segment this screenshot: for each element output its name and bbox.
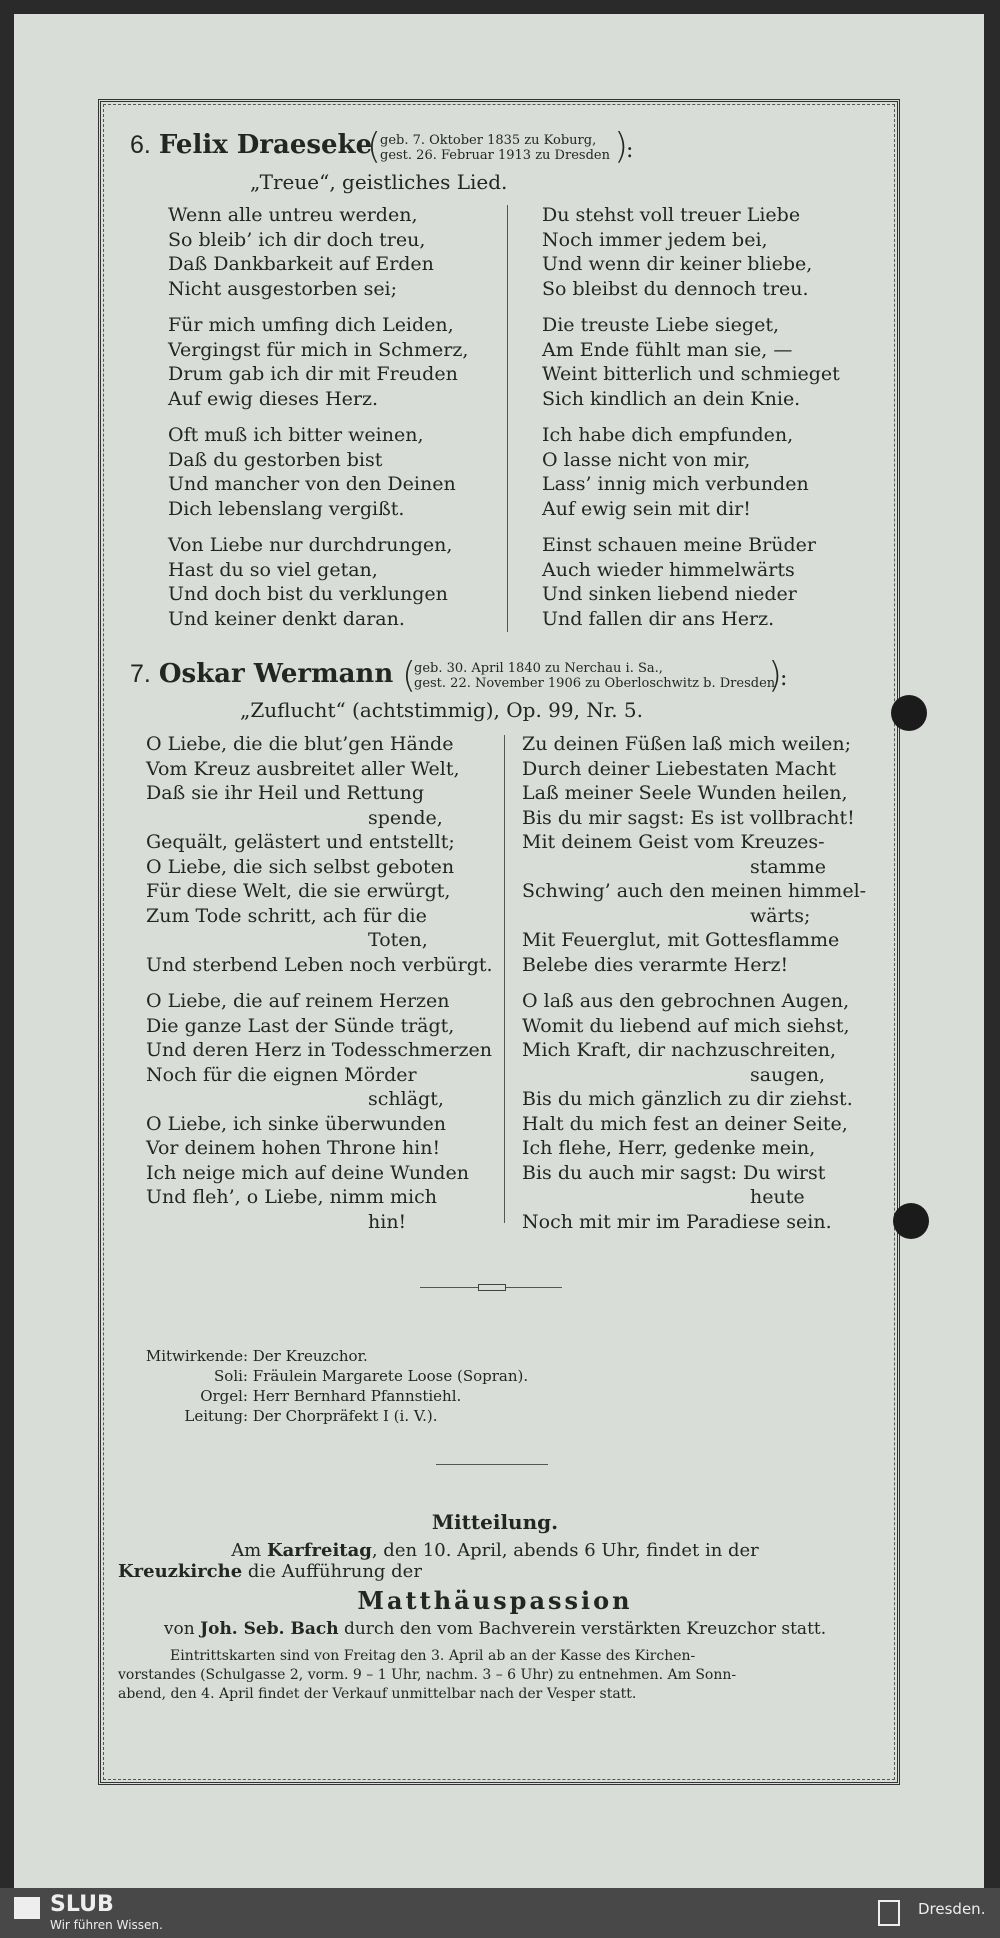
poem-line: Vom Kreuz ausbreitet aller Welt,: [146, 757, 460, 780]
notice-line: [110, 1561, 880, 1582]
poem-line: Noch immer jedem bei,: [542, 228, 768, 251]
brand-name: SLUB: [50, 1892, 114, 1917]
ornament-center: [478, 1284, 506, 1291]
poem-line: O Liebe, die sich selbst geboten: [146, 855, 455, 878]
stanza-gap: [522, 977, 866, 989]
short-rule: [436, 1464, 548, 1465]
poem-line: O Liebe, die auf reinem Herzen: [146, 990, 450, 1012]
work-title: Matthäuspassion: [357, 1586, 633, 1615]
text: Am: [231, 1540, 267, 1561]
poem-line: Für diese Welt, die sie erwürgt,: [146, 880, 451, 902]
poem-line: heute: [750, 1186, 805, 1208]
slub-logo-icon: [14, 1897, 40, 1919]
poem-line: O Liebe, ich sinke überwunden: [146, 1112, 447, 1135]
poem-line: Daß Dankbarkeit auf Erden: [168, 253, 434, 275]
poem-line: Auch wieder himmelwärts: [542, 558, 795, 581]
text: , den 10. April, abends 6 Uhr, findet in der: [371, 1540, 759, 1561]
poem-line: Und sterbend Leben noch verbürgt.: [146, 953, 493, 976]
credit-label: Leitung:: [184, 1407, 248, 1425]
poem-line: Und wenn dir keiner bliebe,: [542, 253, 813, 275]
city-crest-icon: [878, 1900, 900, 1926]
poem-line: Du stehst voll treuer Liebe: [542, 204, 801, 226]
ticket-info: [110, 1647, 880, 1704]
poem-line: Weint bitterlich und schmieget: [542, 363, 840, 385]
poem-line: wärts;: [750, 904, 811, 927]
stanza-gap: [146, 977, 493, 989]
poem-line: Und keiner denkt daran.: [168, 607, 405, 630]
poem-line: Daß du gestorben bist: [168, 448, 383, 471]
poem-line: saugen,: [750, 1063, 825, 1086]
notice-heading: Mitteilung.: [431, 1510, 559, 1534]
poem-line: Belebe dies verarmte Herz!: [522, 953, 789, 976]
poem-line: Ich habe dich empfunden,: [542, 424, 794, 446]
poem-line: So bleib’ ich dir doch treu,: [168, 228, 426, 251]
poem-line: Dich lebenslang vergißt.: [168, 497, 405, 520]
poem-line: Lass’ innig mich verbunden: [542, 473, 809, 495]
poem-line: hin!: [368, 1210, 407, 1233]
poem-line: Drum gab ich dir mit Freuden: [168, 363, 458, 385]
credit-row: [80, 1346, 528, 1366]
venue: Kreuzkirche: [118, 1561, 243, 1582]
poem-line: O lasse nicht von mir,: [542, 448, 751, 471]
credit-row: [80, 1386, 528, 1406]
stanza-gap: [168, 521, 468, 533]
poem-line: spende,: [368, 806, 443, 829]
poem-line: Auf ewig sein mit dir!: [542, 497, 751, 520]
credit-value: Der Chorpräfekt I (i. V.).: [252, 1407, 438, 1425]
column-divider: [507, 205, 508, 632]
stanza-gap: [542, 521, 840, 533]
poem-line: Zum Tode schritt, ach für die: [146, 904, 427, 927]
section6-poem-right: [542, 203, 840, 631]
section6-heading: [130, 130, 372, 160]
composer-name: Joh. Seb. Bach: [200, 1619, 339, 1639]
poem-line: Mit deinem Geist vom Kreuzes-: [522, 831, 825, 853]
ticket-line: Eintrittskarten sind von Freitag den 3. April ab an der Kasse des Kirchen-: [170, 1648, 696, 1664]
section6-number: 6.: [130, 131, 151, 159]
poem-line: Die ganze Last der Sünde trägt,: [146, 1014, 455, 1037]
poem-line: Bis du auch mir sagst: Du wirst: [522, 1161, 826, 1184]
poem-line: Am Ende fühlt man sie, —: [542, 338, 793, 361]
notice-line: [110, 1619, 880, 1639]
stanza-gap: [542, 411, 840, 423]
poem-line: Vergingst für mich in Schmerz,: [168, 338, 469, 361]
death-line: gest. 26. Februar 1913 zu Dresden: [380, 148, 610, 163]
poem-line: Und fallen dir ans Herz.: [542, 607, 775, 630]
poem-line: Mich Kraft, dir nachzuschreiten,: [522, 1039, 837, 1061]
credit-label: Orgel:: [200, 1387, 248, 1405]
notice-line: [110, 1540, 880, 1561]
library-footer: [0, 1888, 1000, 1938]
section7-life-dates: [414, 661, 775, 691]
section7-poem-right: [522, 732, 866, 1234]
brand-tagline: Wir führen Wissen.: [50, 1918, 163, 1932]
event-day: Karfreitag: [266, 1540, 372, 1561]
city-name: Dresden.: [918, 1900, 986, 1918]
section7-number: 7.: [130, 660, 151, 688]
ticket-line: vorstandes (Schulgasse 2, vorm. 9 – 1 Uhr, nachm. 3 – 6 Uhr) zu entnehmen. Am Sonn-: [118, 1667, 737, 1683]
birth-line: geb. 7. Oktober 1835 zu Koburg,: [380, 133, 597, 148]
poem-line: Ich flehe, Herr, gedenke mein,: [522, 1137, 816, 1159]
poem-line: Und fleh’, o Liebe, nimm mich: [146, 1186, 437, 1208]
section6-life-dates: [380, 133, 610, 163]
poem-line: Bis du mir sagst: Es ist vollbracht!: [522, 806, 855, 829]
credit-value: Fräulein Margarete Loose (Sopran).: [252, 1367, 529, 1385]
text: durch den vom Bachverein verstärkten Kreuzchor statt.: [338, 1619, 827, 1639]
stanza-gap: [168, 301, 468, 313]
poem-line: Und doch bist du verklungen: [168, 583, 448, 605]
poem-line: Toten,: [368, 929, 428, 951]
poem-line: Womit du liebend auf mich siehst,: [522, 1014, 850, 1037]
poem-line: stamme: [750, 855, 826, 878]
poem-line: O Liebe, die die blut’gen Hände: [146, 733, 454, 755]
poem-line: Laß meiner Seele Wunden heilen,: [522, 782, 848, 804]
poem-line: Gequält, gelästert und entstellt;: [146, 831, 455, 853]
poem-line: Vor deinem hohen Throne hin!: [146, 1137, 441, 1159]
column-divider: [504, 735, 505, 1223]
notice-block: [110, 1510, 880, 1704]
credit-value: Herr Bernhard Pfannstiehl.: [252, 1387, 462, 1405]
poem-line: Sich kindlich an dein Knie.: [542, 387, 801, 410]
poem-line: Zu deinen Füßen laß mich weilen;: [522, 733, 852, 755]
poem-line: Schwing’ auch den meinen himmel-: [522, 880, 867, 902]
poem-line: Ich neige mich auf deine Wunden: [146, 1161, 469, 1184]
paren-open: (: [402, 655, 417, 696]
poem-line: Nicht ausgestorben sei;: [168, 277, 398, 300]
poem-line: So bleibst du dennoch treu.: [542, 277, 809, 300]
poem-line: Einst schauen meine Brüder: [542, 534, 816, 556]
section6-work-title: „Treue“, geistliches Lied.: [250, 170, 508, 194]
poem-line: Für mich umfing dich Leiden,: [168, 314, 454, 336]
paren-close: ): [614, 126, 629, 167]
punch-hole: [891, 695, 927, 731]
ticket-line: abend, den 4. April findet der Verkauf unmittelbar nach der Vesper statt.: [118, 1686, 637, 1702]
credit-row: [80, 1406, 528, 1426]
poem-line: schlägt,: [368, 1088, 444, 1110]
poem-line: Halt du mich fest an deiner Seite,: [522, 1112, 848, 1135]
poem-line: Durch deiner Liebestaten Macht: [522, 757, 837, 780]
stanza-gap: [542, 301, 840, 313]
credit-value: Der Kreuzchor.: [252, 1347, 368, 1365]
credit-row: [80, 1366, 528, 1386]
poem-line: Und deren Herz in Todesschmerzen: [146, 1039, 493, 1061]
text: die Aufführung der: [242, 1561, 422, 1582]
section7-colon: :: [780, 666, 788, 691]
poem-line: Und sinken liebend nieder: [542, 583, 797, 605]
poem-line: Wenn alle untreu werden,: [168, 204, 418, 226]
section6-poem-left: [168, 203, 468, 631]
poem-line: Bis du mich gänzlich zu dir ziehst.: [522, 1088, 853, 1110]
poem-line: Noch mit mir im Paradiese sein.: [522, 1210, 832, 1233]
section7-composer: Oskar Wermann: [158, 659, 394, 689]
poem-line: Oft muß ich bitter weinen,: [168, 424, 424, 446]
poem-line: Hast du so viel getan,: [168, 558, 378, 581]
punch-hole: [893, 1203, 929, 1239]
poem-line: Die treuste Liebe sieget,: [542, 314, 779, 336]
paren-open: (: [367, 126, 382, 167]
section6-composer: Felix Draeseke: [158, 130, 373, 160]
performers-list: [80, 1346, 528, 1426]
poem-line: Daß sie ihr Heil und Rettung: [146, 782, 424, 804]
poem-line: Und mancher von den Deinen: [168, 473, 456, 495]
death-line: gest. 22. November 1906 zu Oberloschwitz b. Dresden: [414, 676, 776, 691]
poem-line: Auf ewig dieses Herz.: [168, 387, 379, 410]
credit-label: Soli:: [214, 1367, 248, 1385]
section6-colon: :: [626, 138, 634, 163]
section7-work-title: „Zuflucht“ (achtstimmig), Op. 99, Nr. 5.: [240, 698, 643, 722]
section7-heading: [130, 659, 393, 689]
stanza-gap: [168, 411, 468, 423]
poem-line: O laß aus den gebrochnen Augen,: [522, 990, 850, 1012]
poem-line: Von Liebe nur durchdrungen,: [168, 534, 453, 556]
credit-label: Mitwirkende:: [145, 1347, 248, 1365]
poem-line: Noch für die eignen Mörder: [146, 1063, 417, 1086]
section7-poem-left: [146, 732, 493, 1234]
birth-line: geb. 30. April 1840 zu Nerchau i. Sa.,: [414, 661, 663, 676]
paren-close: ): [768, 655, 783, 696]
text: von: [163, 1619, 201, 1639]
poem-line: Mit Feuerglut, mit Gottesflamme: [522, 929, 840, 951]
